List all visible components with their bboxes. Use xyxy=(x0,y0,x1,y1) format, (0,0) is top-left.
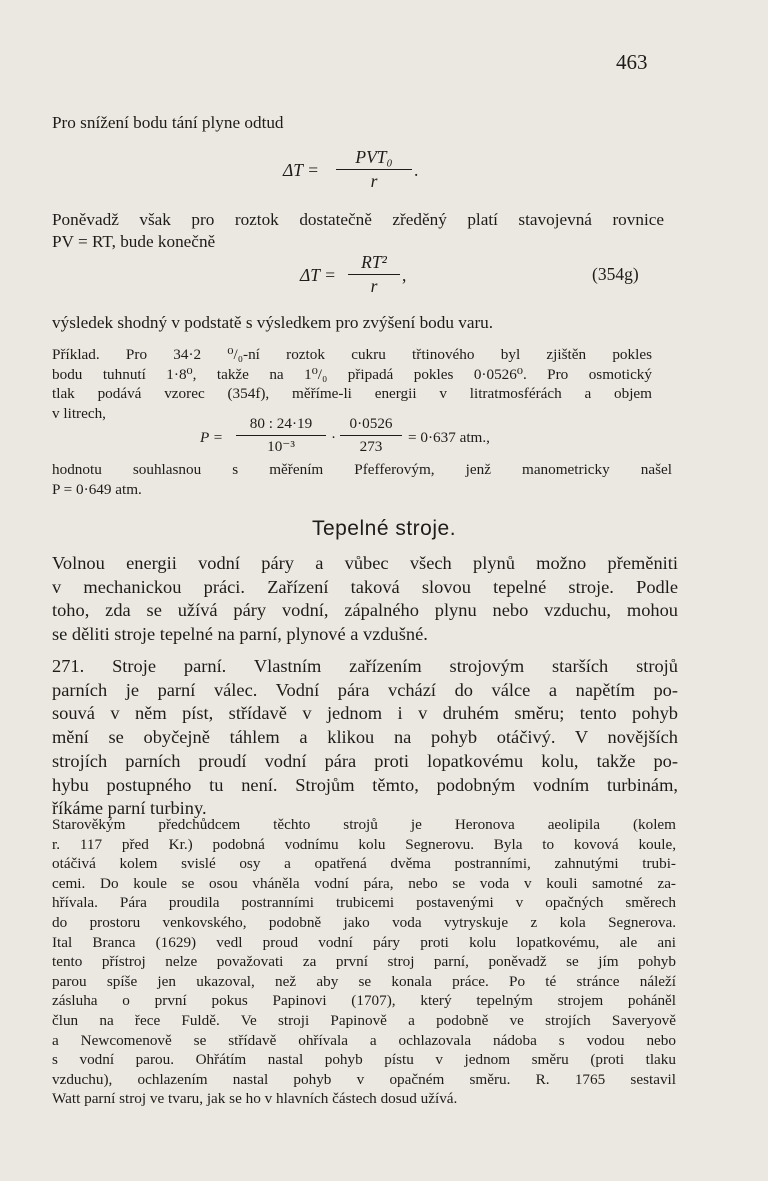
text-line: tento přístroj nelze považovati za první stroj parní, poněvadž se jím pohyb xyxy=(52,953,676,971)
equation-1-fraction xyxy=(336,147,412,192)
equation-1-denominator: r xyxy=(370,171,378,191)
text-line: Příklad. Pro 34·2 ⁰/₀-ní roztok cukru třtinového byl zjištěn pokles xyxy=(52,346,652,363)
example-paragraph xyxy=(52,345,652,423)
text-line: toho, zda se užívá páry vodní, zápalného plynu nebo vzduchu, mohou xyxy=(52,600,678,621)
equation-2-tag: (354g) xyxy=(592,264,639,284)
equation-3-f1-denominator: 10⁻³ xyxy=(267,437,295,455)
equation-3-f2-numerator: 0·0526 xyxy=(349,415,393,432)
text-line: Starověkým předchůdcem těchto strojů je Heronova aeolipila (kolem xyxy=(52,816,676,833)
page-number: 463 xyxy=(616,50,648,74)
intro-line: Pro snížení bodu tání plyne odtud xyxy=(52,113,284,132)
text-line: PV = RT, bude konečně xyxy=(52,232,216,251)
text-line: Watt parní stroj ve tvaru, jak se ho v hlavních částech dosud užívá. xyxy=(52,1090,458,1108)
text-line: říkáme parní turbiny. xyxy=(52,798,207,819)
text-line: cemi. Do koule se osou vháněla vodní pára, nebo se voda v kouli samotné za- xyxy=(52,874,676,892)
fraction-bar xyxy=(348,274,400,275)
paragraph-1 xyxy=(52,209,664,253)
equation-2-lhs: ΔT = xyxy=(300,265,336,285)
text-line: hodnotu souhlasnou s měřením Pfefferovým, jenž manometricky našel xyxy=(52,461,672,478)
equation-1-lhs: ΔT = xyxy=(283,160,319,180)
text-line: parou spíše jen ukazoval, než aby se konala práce. Po té stránce náleží xyxy=(52,972,676,990)
text-line: bodu tuhnutí 1·8⁰, takže na 1⁰/₀ připadá pokles 0·0526⁰. Pro osmotický xyxy=(52,365,652,383)
equation-3-f2-denominator: 273 xyxy=(359,437,383,455)
paragraph-4 xyxy=(52,655,678,821)
equation-2-denominator: r xyxy=(370,276,378,296)
equation-3-dot: · xyxy=(331,429,337,446)
text-line: vzduchu), ochlazením nastal pohyb v opačném směru. R. 1765 sestavil xyxy=(52,1070,676,1088)
paragraph-3 xyxy=(52,552,678,647)
text-line: souvá v něm píst, střídavě v jednom i v druhém směru; tento pohyb xyxy=(52,703,678,724)
text-line: strojích parních proudí vodní pára proti lopatkovému kolu, takže po- xyxy=(52,750,678,771)
text-line: hřívala. Pára proudila postranními trubicemi postavenými v opačných směrech xyxy=(52,894,676,912)
text-line: do prostoru venkovského, podobně jako voda vytryskuje z kola Segnerova. xyxy=(52,913,676,931)
text-line: hybu postupného tu není. Strojům těmto, podobným vodním turbinám, xyxy=(52,774,678,795)
equation-3-lhs: P = xyxy=(200,429,224,446)
fraction-bar xyxy=(340,435,402,436)
equation-3-fraction-1 xyxy=(236,414,326,456)
text-line: 271. Stroje parní. Vlastním zařízením strojovým starších strojů xyxy=(52,656,678,676)
text-line: otáčivá kolem svislé osy a opatřená dvěma postranními, zahnutými trubi- xyxy=(52,855,676,873)
equation-2-numerator: RT² xyxy=(361,252,387,272)
text-line: mění se obyčejně táhlem a klikou na pohyb otáčivý. V novějších xyxy=(52,727,678,748)
text-line: se děliti stroje tepelné na parní, plynové a vzdušné. xyxy=(52,624,428,645)
equation-3-rhs: = 0·637 atm., xyxy=(408,429,490,446)
text-line: a Newcomenově se střídavě ohřívala a ochlazovala nádoba s vodou nebo xyxy=(52,1031,676,1049)
paragraph-2: výsledek shodný v podstatě s výsledkem pro zvýšení bodu varu. xyxy=(52,313,494,332)
text-line: Ital Branca (1629) vedl proud vodní páry proti kolu lopatkovému, ale ani xyxy=(52,933,676,951)
equation-3-f1-numerator: 80 : 24·19 xyxy=(249,415,313,432)
text-line: v litrech, xyxy=(52,404,106,422)
equation-1-end: . xyxy=(414,160,419,180)
equation-3-fraction-2 xyxy=(340,414,402,456)
fraction-bar xyxy=(336,169,412,170)
text-line: Poněvadž však pro roztok dostatečně zředěný platí stavojevná rovnice xyxy=(52,210,664,229)
paragraph-5 xyxy=(52,815,676,1109)
text-line: P = 0·649 atm. xyxy=(52,480,142,498)
text-line: s vodní parou. Ohřátím nastal pohyb pístu v jednom směru (proti tlaku xyxy=(52,1051,676,1069)
equation-2-fraction xyxy=(348,252,400,297)
fraction-bar xyxy=(236,435,326,436)
text-line: r. 117 před Kr.) podobná vodnímu kolu Segnerovu. Byla to kovová koule, xyxy=(52,835,676,853)
text-line: v mechanickou práci. Zařízení taková slovou tepelné stroje. Podle xyxy=(52,576,678,597)
text-line: parních je parní válec. Vodní pára vchází do válce a napětím po- xyxy=(52,679,678,700)
result-paragraph xyxy=(52,460,672,499)
text-line: Volnou energii vodní páry a vůbec všech plynů možno přeměniti xyxy=(52,553,678,573)
section-heading: Tepelné stroje. xyxy=(311,517,457,540)
text-line: člun na řece Fuldě. Ve stroji Papinově a podobně ve strojích Saveryově xyxy=(52,1011,676,1029)
text-line: tlak podává vzorec (354f), měříme-li energii v litratmosférách a objem xyxy=(52,385,652,402)
equation-1-numerator: PVT₀ xyxy=(355,147,393,167)
equation-2-end: , xyxy=(402,265,407,285)
text-line: zásluha o první pokus Papinovi (1707), který tepelným strojem poháněl xyxy=(52,992,676,1010)
